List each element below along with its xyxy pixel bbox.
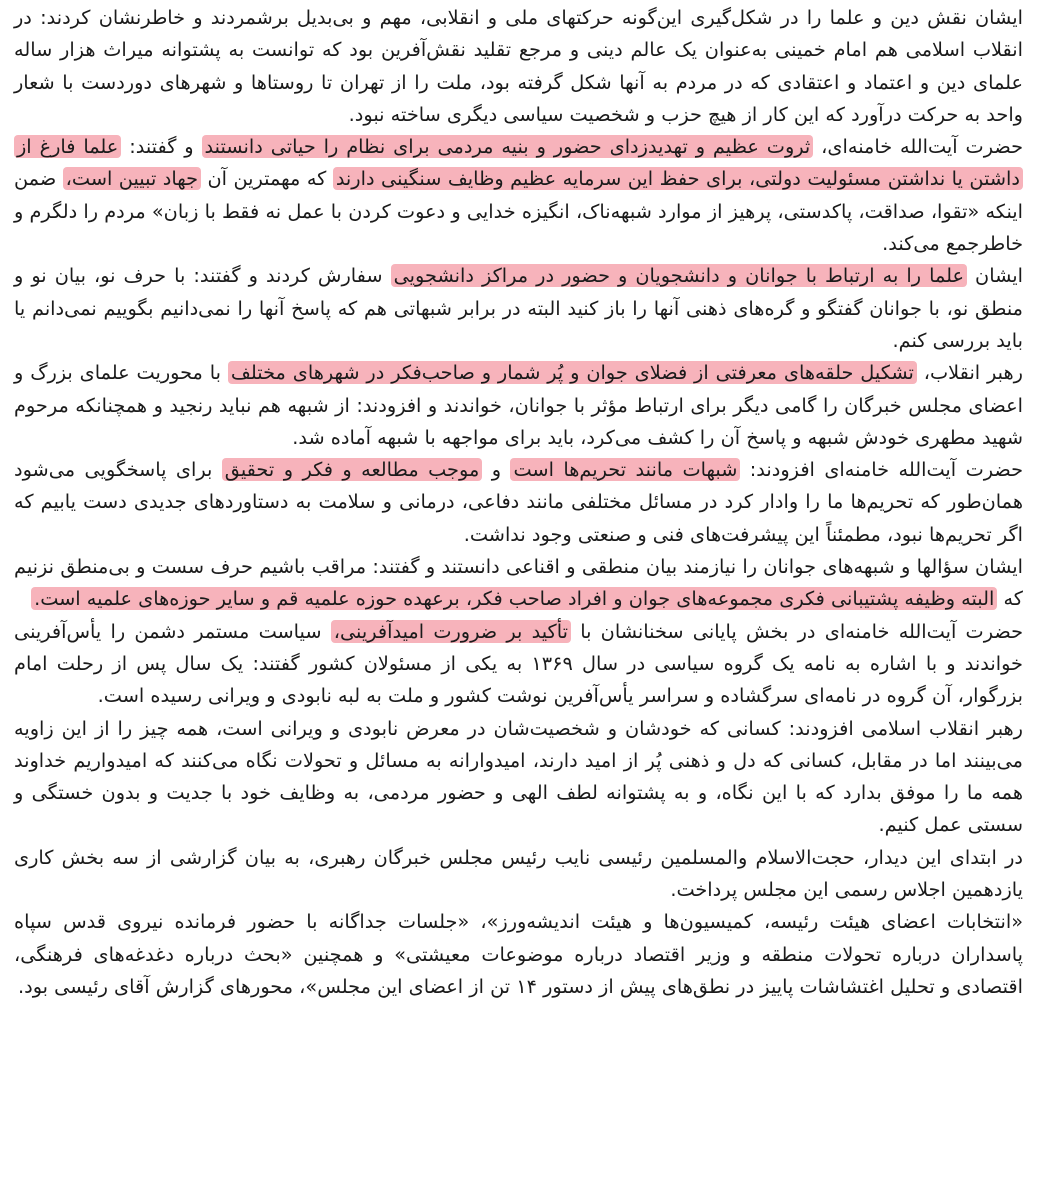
text-segment: سفارش کردند و گفتند: با حرف نو، بیان نو و منطق نو، با جوانان گفتگو و گره‌های ذهنی آنها را باز کنید البته در برابر شبهاتی هم که پاسخ آنها را نمی‌دانیم بگوییم نمی‌دانم یا باید بررسی کنم. bbox=[14, 264, 1023, 352]
highlighted-text: موجب مطالعه و فکر و تحقیق bbox=[222, 458, 483, 481]
highlighted-text: تأکید بر ضرورت امیدآفرینی، bbox=[331, 620, 571, 643]
highlighted-text: علما را به ارتباط با جوانان و دانشجویان و حضور در مراکز دانشجویی bbox=[391, 264, 967, 287]
paragraph bbox=[14, 713, 1023, 842]
text-segment: ایشان سؤالها و شبهه‌های جوانان را نیازمند بیان منطقی و اقناعی دانستند و گفتند: مراقب باشیم حرف سست و بی‌منطق نزنیم که bbox=[14, 555, 1023, 611]
paragraph bbox=[14, 454, 1023, 551]
paragraph bbox=[14, 2, 1023, 131]
text-segment: «انتخابات اعضای هیئت رئیسه، کمیسیون‌ها و هیئت اندیشه‌ورز»، «جلسات جداگانه با حضور فرمانده نیروی قدس سپاه پاسداران درباره تحولات منطقه و وزیر اقتصاد درباره موضوعات معیشتی» و همچنین «بحث درباره دغدغه‌های فرهنگی، اقتصادی و تحلیل اغتشاشات پاییز در نطق‌های پیش از دستور ۱۴ تن از اعضای این مجلس»، محورهای گزارش آقای رئیسی بود. bbox=[14, 910, 1023, 998]
highlighted-text: علما فارغ از داشتن یا نداشتن مسئولیت دولتی، برای حفظ این سرمایه عظیم وظایف سنگینی دارند bbox=[14, 135, 1023, 190]
text-segment: ضمن اینکه «تقوا، صداقت، پاکدستی، پرهیز از موارد شبهه‌ناک، انگیزه خدایی و دعوت کردن با عمل نه فقط با زبان» مردم را دلگرم و خاطرجمع می‌کند. bbox=[14, 167, 1023, 256]
paragraph bbox=[14, 260, 1023, 357]
highlighted-text: جهاد تبیین است، bbox=[63, 167, 201, 190]
text-segment: حضرت آیت‌الله خامنه‌ای در بخش پایانی سخنانشان با bbox=[570, 619, 1023, 643]
text-segment: ایشان نقش دین و علما را در شکل‌گیری این‌گونه حرکتهای ملی و انقلابی، مهم و بی‌بدیل برشمردند و خاطرنشان کردند: در انقلاب اسلامی هم امام خمینی به‌عنوان یک عالم دینی و مرجع تقلید نقش‌آفرین بود که توانست به پشتوانه میراث هزار ساله علمای دین و اعتماد و اعتقادی که در مردم به آنها شکل گرفته بود، ملت را از تهران تا روستاها و شهرهای دوردست با شعار واحد به حرکت درآورد که این کار از هیچ حزب و شخصیت سیاسی دیگری ساخته نبود. bbox=[14, 6, 1023, 126]
paragraph bbox=[14, 131, 1023, 260]
text-segment: رهبر انقلاب، bbox=[916, 361, 1023, 385]
text-segment: که مهمترین آن bbox=[201, 167, 333, 191]
text-segment: رهبر انقلاب اسلامی افزودند: کسانی که خودشان و شخصیت‌شان در معرض نابودی و ویرانی است، همه چیز را از این زاویه می‌بینند اما در مقابل، کسانی که دل و ذهنی پُر از امید دارند، امیدوارانه به مسائل و تحولات نگاه می‌کنند که امیدواریم خداوند همه ما را موفق بدارد که با این نگاه، و به پشتوانه لطف الهی و حضور مردمی، به وظایف خود با جدیت و بدون خستگی و سستی عمل کنیم. bbox=[14, 716, 1023, 837]
highlighted-text: تشکیل حلقه‌های معرفتی از فضلای جوان و پُر شمار و صاحب‌فکر در شهرهای مختلف bbox=[228, 361, 917, 384]
text-segment: حضرت آیت‌الله خامنه‌ای، bbox=[813, 135, 1023, 159]
text-segment: با محوریت علمای بزرگ و اعضای مجلس خبرگان را گامی دیگر برای ارتباط مؤثر با جوانان، خواندند و افزودند: از شبهه هم نباید رنجید و همچنانکه مرحوم شهید مطهری خودش شبهه و پاسخ آن را کشف می‌کرد، باید برای مواجهه با شبهه آماده شد. bbox=[14, 361, 1023, 449]
highlighted-text: البته وظیفه پشتیبانی فکری مجموعه‌های جوان و افراد صاحب فکر، برعهده حوزه علمیه قم و سایر حوزه‌های علمیه است. bbox=[31, 587, 997, 610]
text-segment: و گفتند: bbox=[121, 135, 202, 159]
paragraph bbox=[14, 357, 1023, 454]
text-segment: حضرت آیت‌الله خامنه‌ای افزودند: bbox=[740, 458, 1023, 482]
text-segment: در ابتدای این دیدار، حجت‌الاسلام والمسلمین رئیسی نایب رئیس مجلس خبرگان رهبری، به بیان گزارشی از سه بخش کاری یازدهمین اجلاس رسمی این مجلس پرداخت. bbox=[14, 845, 1023, 902]
highlighted-text: ثروت عظیم و تهدیدزدای حضور و بنیه مردمی برای نظام را حیاتی دانستند bbox=[202, 135, 814, 158]
paragraph bbox=[14, 551, 1023, 616]
paragraph bbox=[14, 842, 1023, 907]
text-segment: و bbox=[482, 458, 511, 482]
text-segment: برای پاسخگویی می‌شود همان‌طور که تحریم‌ها ما را وادار کرد در مسائل مختلفی مانند دفاعی، درمانی و سلامت به دستاوردهای جدیدی دست یابیم که اگر تحریم‌ها نبود، مطمئناً این پیشرفت‌های فنی و صنعتی وجود نداشت. bbox=[14, 458, 1023, 546]
highlighted-text: شبهات مانند تحریم‌ها است bbox=[510, 458, 740, 481]
text-segment: ایشان bbox=[967, 264, 1023, 288]
paragraph bbox=[14, 906, 1023, 1003]
text-segment: سیاست مستمر دشمن را یأس‌آفرینی خواندند و با اشاره به نامه یک گروه سیاسی در سال ۱۳۶۹ به یکی از مسئولان کشور گفتند: یک سال پس از رحلت امام بزرگوار، آن گروه در نامه‌ای سرگشاده و سراسر یأس‌آفرین نوشت کشور و ملت به لبه نابودی و ویرانی رسیده است. bbox=[14, 619, 1023, 708]
paragraph bbox=[14, 616, 1023, 713]
